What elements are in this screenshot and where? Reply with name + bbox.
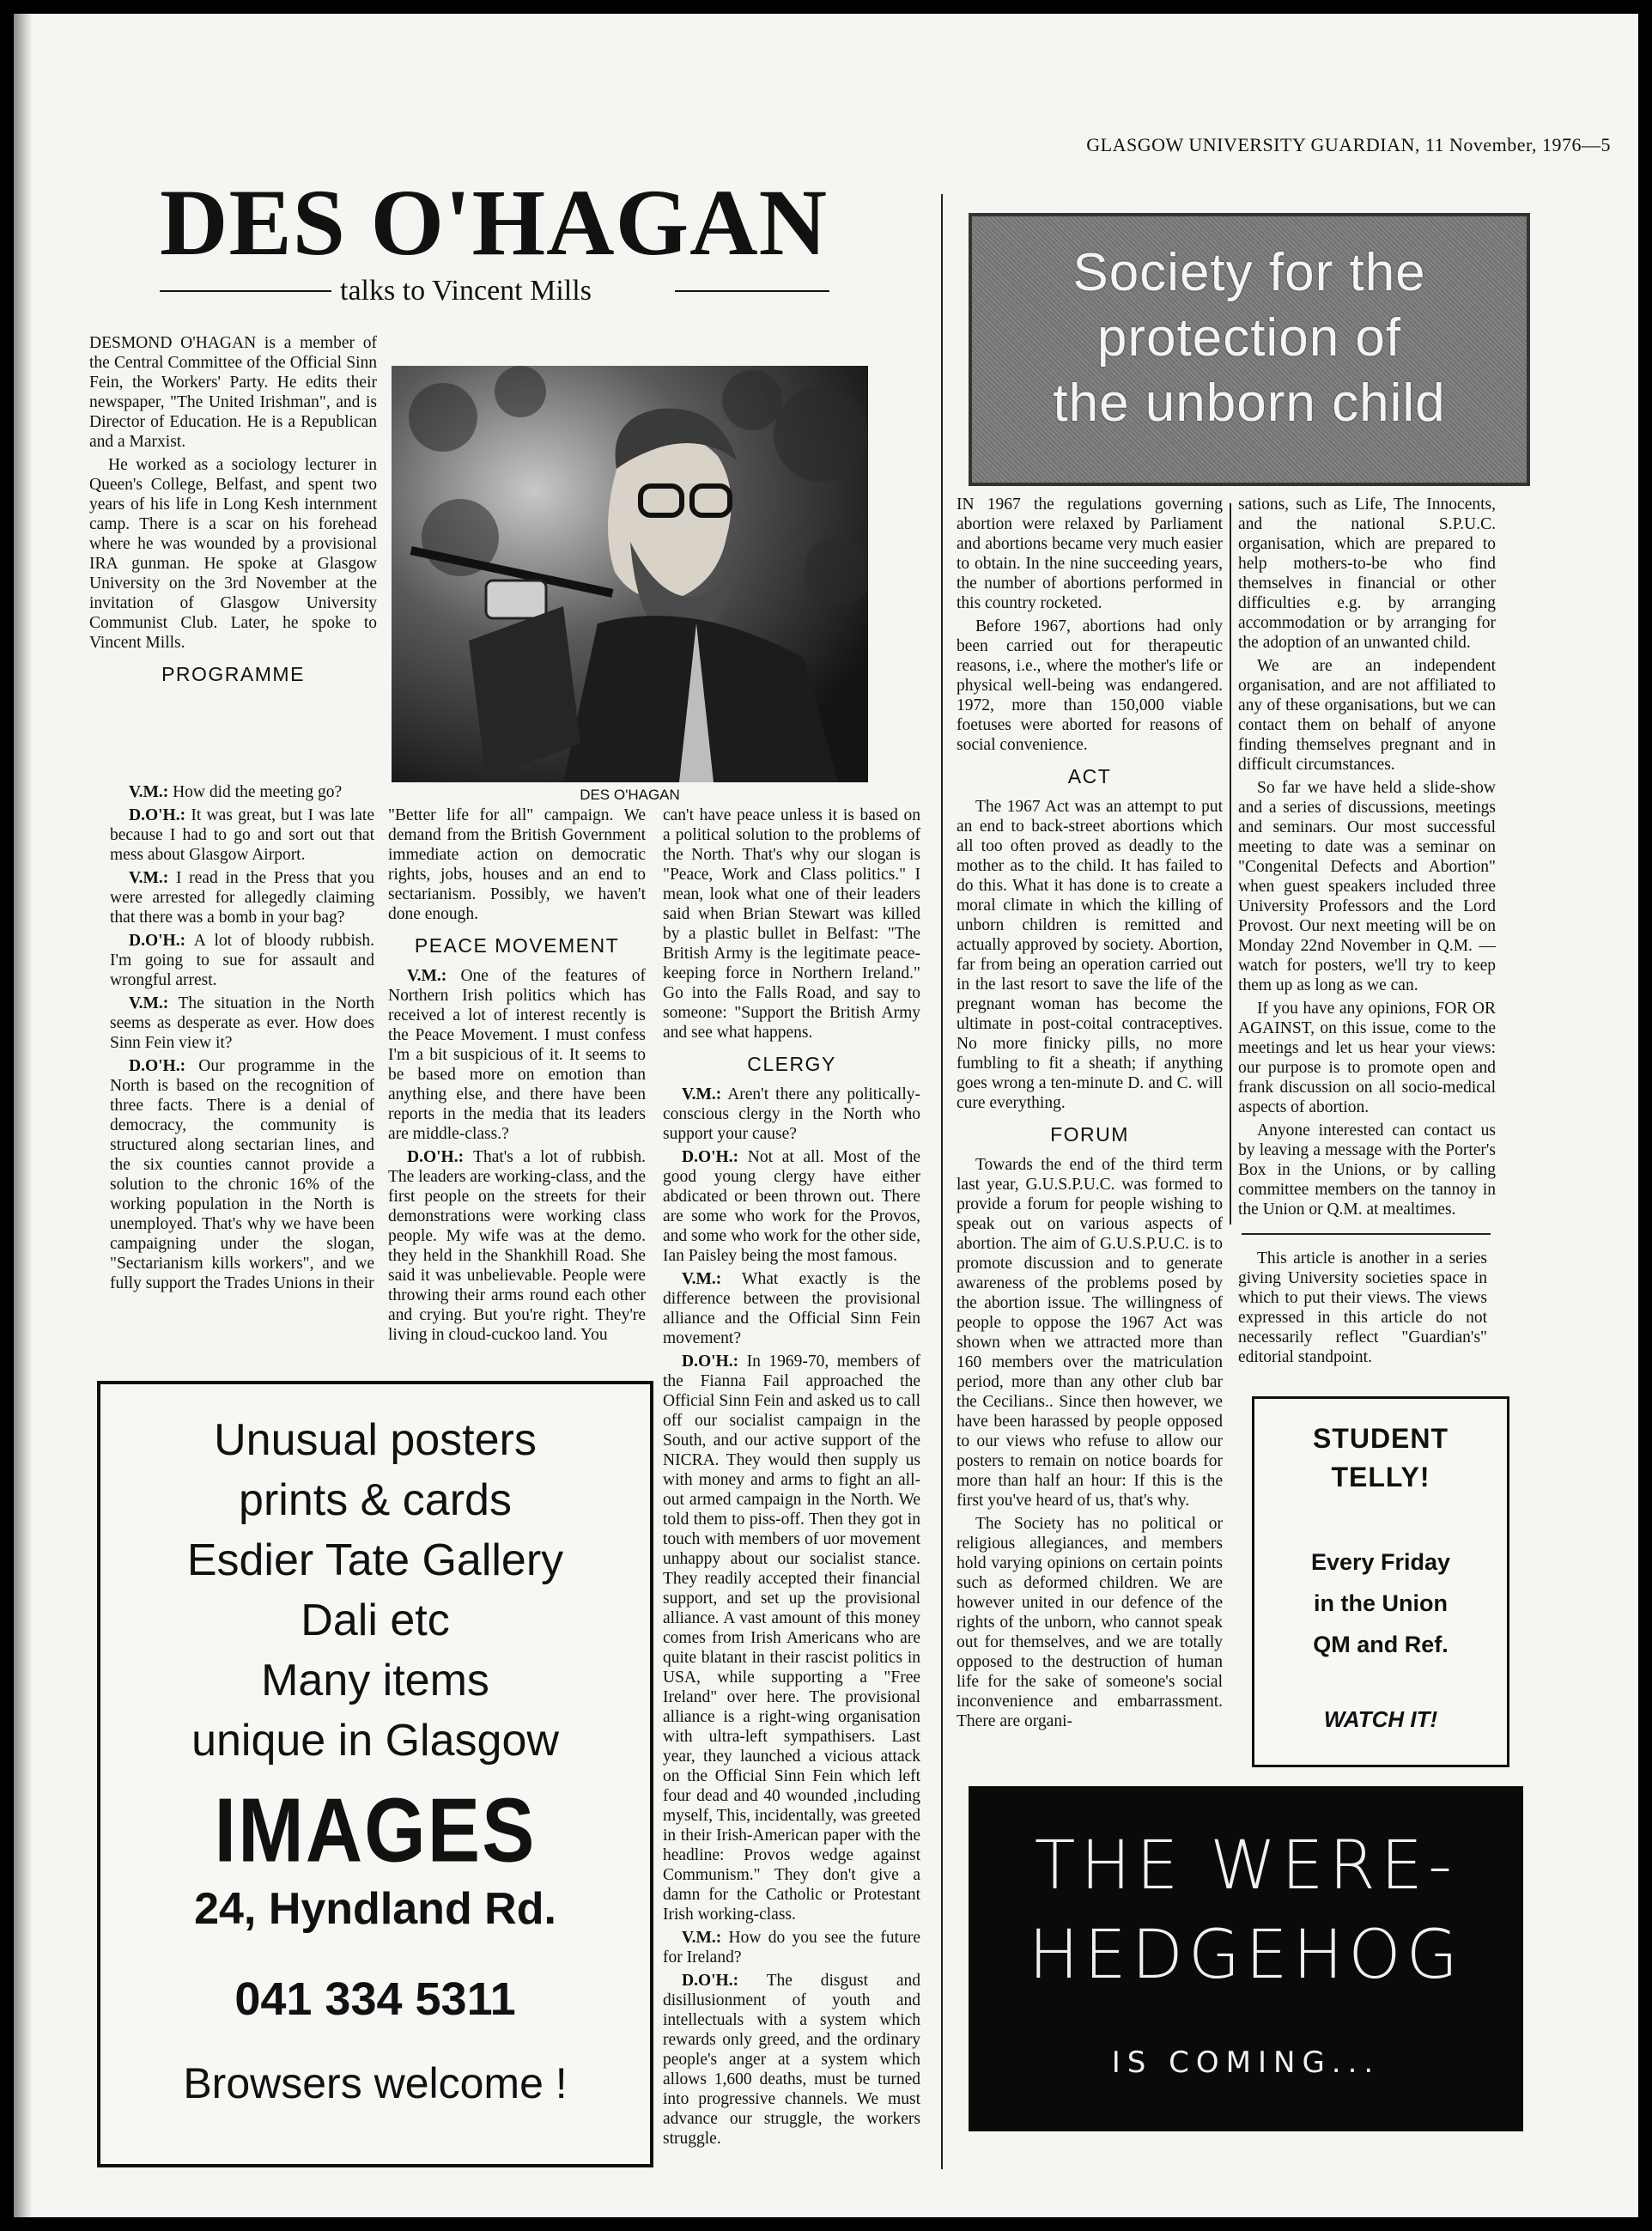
heading-act: ACT: [1067, 765, 1112, 787]
portrait-illustration: [392, 366, 868, 782]
hedgehog-line: HEDGEHOG: [1028, 1917, 1464, 1994]
society-paragraph: Before 1967, abortions had only been carried out for therapeutic reasons, i.e., where the mother's life or physical well-being was endangered. 1972, more than 150,000 viable foetuses were aborted for reasons of social convenience.: [957, 617, 1223, 754]
interview-column-3: [663, 805, 920, 2152]
telly-title: STUDENT: [1312, 1423, 1449, 1454]
hedgehog-line: THE WERE-: [1034, 1827, 1458, 1905]
interview-column-2: [388, 805, 646, 1348]
society-paragraph: The 1967 Act was an attempt to put an end to back-street abortions which all too often proved as deadly to the mother as to the child. It has failed to do this. What it has done is to create a moral climate in which the killing of unborn children is remitted and actually approved by society. Abortion, far from being an operation carried out in the last resort to save the life of the pregnant woman has become the ultimate in post-coital contraceptives. No more finicky pills, no more fumbling to fit a sheath; if anything goes wrong a ten-minute D. and C. will cure everything.: [957, 798, 1223, 1112]
society-paragraph: Towards the end of the third term last year, G.U.S.P.U.C. was formed to provide a forum for people wishing to speak out on various aspects of abortion. The aim of G.U.S.P.U.C. is to promote discussion and to generate awareness of the problems posed by the abortion issue. The willingness of people to oppose the 1967 Act was shown when we attracted more than 160 members over the matriculation period, more than any other club bar the Cecilians.. Since then however, we have been harassed by people opposed to our views who refuse to allow our posters to remain on notice boards for more than half an hour: If this is the first you've heard of us, that's why.: [957, 1156, 1223, 1510]
article-headline: DES O'HAGAN: [160, 170, 829, 275]
byline: talks to Vincent Mills: [340, 275, 592, 307]
speaker: D.O'H.:: [129, 932, 186, 950]
intro-paragraph: He worked as a sociology lecturer in Queen's College, Belfast, and spent two years of his life in Long Kesh internment camp. There is a scar on his forehead where he was wounded by a provisional IRA gunman. He spoke at Glasgow University on the 3rd November at the invitation of Glasgow University Communist Club. Later, he spoke to Vincent Mills.: [89, 456, 377, 652]
heading-forum: FORUM: [1050, 1123, 1129, 1146]
column-divider: [1230, 503, 1231, 1225]
society-paragraph: sations, such as Life, The Innocents, and the national S.P.U.C. organisation, which are prepared to help mothers-to-be who find themselves in financial or other difficulties e.g. by arranging accommodation or by arranging for the adoption of an unwanted child.: [1238, 495, 1496, 652]
continued-paragraph: can't have peace unless it is based on a political solution to the problems of the North. That's why our slogan is "Peace, Work and Class politics." I mean, look what one of their leaders said when Brian Stewart was killed by a plastic bullet in Belfast: "The British Army is the legitimate peace-keeping force in Northern Ireland." Go into the Falls Road, and say to someone: "Support the British Army and see what happens.: [663, 806, 920, 1042]
were-hedgehog-advert: [969, 1786, 1523, 2131]
telly-details: Every Friday in the Union QM and Ref.: [1310, 1549, 1451, 1657]
speaker: D.O'H.:: [407, 1148, 465, 1166]
telly-title: TELLY!: [1331, 1462, 1430, 1492]
advert-brand: IMAGES: [214, 1780, 537, 1881]
society-banner: [969, 213, 1530, 486]
interview-line: D.O'H.: It was great, but I was late because I had to go and sort out that mess about Glasgow Airport.: [110, 806, 374, 864]
interview-column-1: [110, 782, 374, 1297]
article-intro: [89, 333, 377, 695]
society-paragraph: So far we have held a slide-show and a series of discussions, meetings and seminars. Our most successful meeting to date was a seminar on "Congenital Defects and Abortion" when guest speakers included three University Professors and the Lord Provost. Our next meeting will be on Monday 22nd November in Q.M. — watch for posters, we'll try to keep them up as long as we can.: [1238, 779, 1496, 994]
advert-lines: Unusual posters prints & cards Esdier Tate Gallery Dali etc Many items unique in Glasgow: [186, 1415, 564, 1766]
advert-phone: 041 334 5311: [234, 1973, 516, 2025]
telly-footer: WATCH IT!: [1323, 1706, 1438, 1732]
photo-caption: DES O'HAGAN: [580, 787, 680, 803]
hedgehog-tagline: IS COMING...: [1111, 2046, 1381, 2080]
speaker: D.O'H.:: [129, 806, 186, 824]
intro-paragraph: DESMOND O'HAGAN is a member of the Central Committee of the Official Sinn Fein, the Workers' Party. He edits their newspaper, "The United Irishman", and is Director of Education. He is a Republican and a Marxist.: [89, 334, 377, 451]
speaker: D.O'H.:: [682, 1972, 739, 1990]
masthead: GLASGOW UNIVERSITY GUARDIAN, 11 November, 1976—5: [1086, 134, 1611, 155]
society-paragraph: The Society has no political or religious allegiances, and members hold varying opinions on certain points such as deformed children. We are however united in our defence of the rights of the unborn, who cannot speak out for themselves, and we are totally opposed to the destruction of human life for the sake of someone's social inconvenience and embarrassment. There are organi-: [957, 1515, 1223, 1730]
interview-line: D.O'H.: The disgust and disillusionment of youth and intellectuals with a system which rewards only greed, and the ordinary people's anger at a system which allows 1,600 deaths, must be turned into progressive channels. We must advance our struggle, the workers struggle.: [663, 1972, 920, 2148]
interview-line: V.M.: The situation in the North seems as desperate as ever. How does Sinn Fein view it?: [110, 994, 374, 1052]
society-column-a: [957, 495, 1223, 1735]
interview-line: V.M.: I read in the Press that you were arrested for allegedly claiming that there was a bomb in your bag?: [110, 869, 374, 927]
speaker: V.M.:: [682, 1929, 722, 1947]
continued-paragraph: "Better life for all" campaign. We demand from the British Government immediate action on democratic rights, jobs, houses and an end to sectarianism. Possibly, we haven't done enough.: [388, 806, 646, 923]
speaker: V.M.:: [129, 783, 169, 801]
speaker: V.M.:: [129, 994, 169, 1012]
society-column-b: [1238, 495, 1496, 1223]
interview-line: V.M.: How do you see the future for Ireland?: [663, 1929, 920, 1967]
speaker: V.M.:: [407, 967, 447, 985]
page-edge-shadow: [14, 14, 33, 2217]
interview-line: V.M.: What exactly is the difference between the provisional alliance and the Official Sinn Fein movement?: [663, 1270, 920, 1347]
advert-address: 24, Hyndland Rd.: [194, 1884, 556, 1934]
byline-rule-left: [160, 290, 331, 292]
speaker: V.M.:: [682, 1085, 722, 1103]
society-banner-title: Society for the protection of the unborn child: [1053, 243, 1446, 433]
speaker: D.O'H.:: [682, 1148, 739, 1166]
heading-clergy: CLERGY: [747, 1053, 836, 1075]
interview-line: D.O'H.: That's a lot of rubbish. The leaders are working-class, and the first people on the streets for their demonstrations were working class people. My wife was at the demo. they held in the Shankhill Road. She said it was unbelievable. People were throwing their arms round each other and crying. But you're right. They're living in cloud-cuckoo land. You: [388, 1148, 646, 1344]
speaker: V.M.:: [129, 869, 169, 887]
note-divider: [1242, 1233, 1491, 1235]
heading-peace-movement: PEACE MOVEMENT: [414, 934, 620, 957]
society-paragraph: We are an independent organisation, and are not affiliated to any of these organisations, but we can contact them on behalf of anyone finding themselves pregnant and in difficult circumstances.: [1238, 657, 1496, 774]
interview-line: V.M.: One of the features of Northern Irish politics which has received a lot of interest recently is the Peace Movement. I must confess I'm a bit suspicious of it. It seems to be based more on emotion than anything else, and there have been reports in the media that its leaders are middle-class.?: [388, 967, 646, 1143]
byline-rule-right: [675, 290, 829, 292]
interview-line: V.M.: How did the meeting go?: [129, 783, 343, 801]
society-paragraph: If you have any opinions, FOR OR AGAINST, on this issue, come to the meetings and let us hear your views: our purpose is to promote open and frank discussion on all socio-medical aspects of abortion.: [1238, 1000, 1496, 1116]
society-paragraph: Anyone interested can contact us by leaving a message with the Porter's Box in the Unions, or by calling committee members on the tannoy in the Union or Q.M. at mealtimes.: [1238, 1122, 1496, 1219]
student-telly-advert: [1252, 1396, 1509, 1767]
society-paragraph: IN 1967 the regulations governing abortion were relaxed by Parliament and abortions became very much easier to obtain. In the nine succeeding years, the number of abortions performed in this country rocketed.: [957, 495, 1223, 612]
byline-row: [160, 273, 881, 307]
interview-line: V.M.: Aren't there any politically-conscious clergy in the North who support your cause?: [663, 1085, 920, 1143]
speaker: V.M.:: [682, 1270, 722, 1288]
interview-line: D.O'H.: A lot of bloody rubbish. I'm going to sue for assault and wrongful arrest.: [110, 932, 374, 989]
portrait-photo: [392, 366, 868, 782]
speaker: D.O'H.:: [682, 1353, 739, 1371]
advert-footer: Browsers welcome !: [183, 2059, 568, 2107]
newspaper-page: [14, 14, 1638, 2217]
speaker: D.O'H.:: [129, 1057, 186, 1075]
heading-programme: PROGRAMME: [161, 663, 305, 685]
interview-line: D.O'H.: Not at all. Most of the good young clergy have either abdicated or been thrown out. There are some who work for the Provos, and some who work for the other side, Ian Paisley being the most famous.: [663, 1148, 921, 1265]
interview-line: D.O'H.: Our programme in the North is based on the recognition of three facts. There is a denial of democracy, the community is structured along sectarian lines, and the six counties cannot provide a solution to the chronic 16% of the working population in the North is unemployed. That's why we have been campaigning under the slogan, "Sectarianism kills workers", and we fully support the Trades Unions in their: [110, 1057, 374, 1292]
editorial-note: This article is another in a series giving University societies space in which to put their views. The views expressed in this article do not necessarily reflect "Guardian's" editorial standpoint.: [1238, 1249, 1487, 1366]
interview-line: D.O'H.: In 1969-70, members of the Fianna Fail approached the Official Sinn Fein and asked us to call off our socialist campaign in the South, and our active support of the NICRA. They would then supply us with money and arms to fight an all-out armed campaign in the North. We told them to piss-off. Then they got in touch with members of uor movement unhappy about our socialist stance. They readily accepted their financial support, and set up the provisional alliance. A vast amount of this money comes from Irish Americans who are quite blatant in their rascist politics in USA, while supporting a "Free Ireland" over here. The provisional alliance is a right-wing organisation with ultra-left sympathisers. Last year, they launched a vicious attack on the Official Sinn Fein which left four dead and 40 wounded ,including myself, This, incidentally, was greeted in their Irish-American paper with the headline: Provos wedge against Communism." They don't give a damn for the Catholic or Protestant Irish working-class.: [663, 1353, 921, 1924]
images-gallery-advert: [97, 1381, 653, 2167]
column-divider: [941, 194, 943, 2169]
